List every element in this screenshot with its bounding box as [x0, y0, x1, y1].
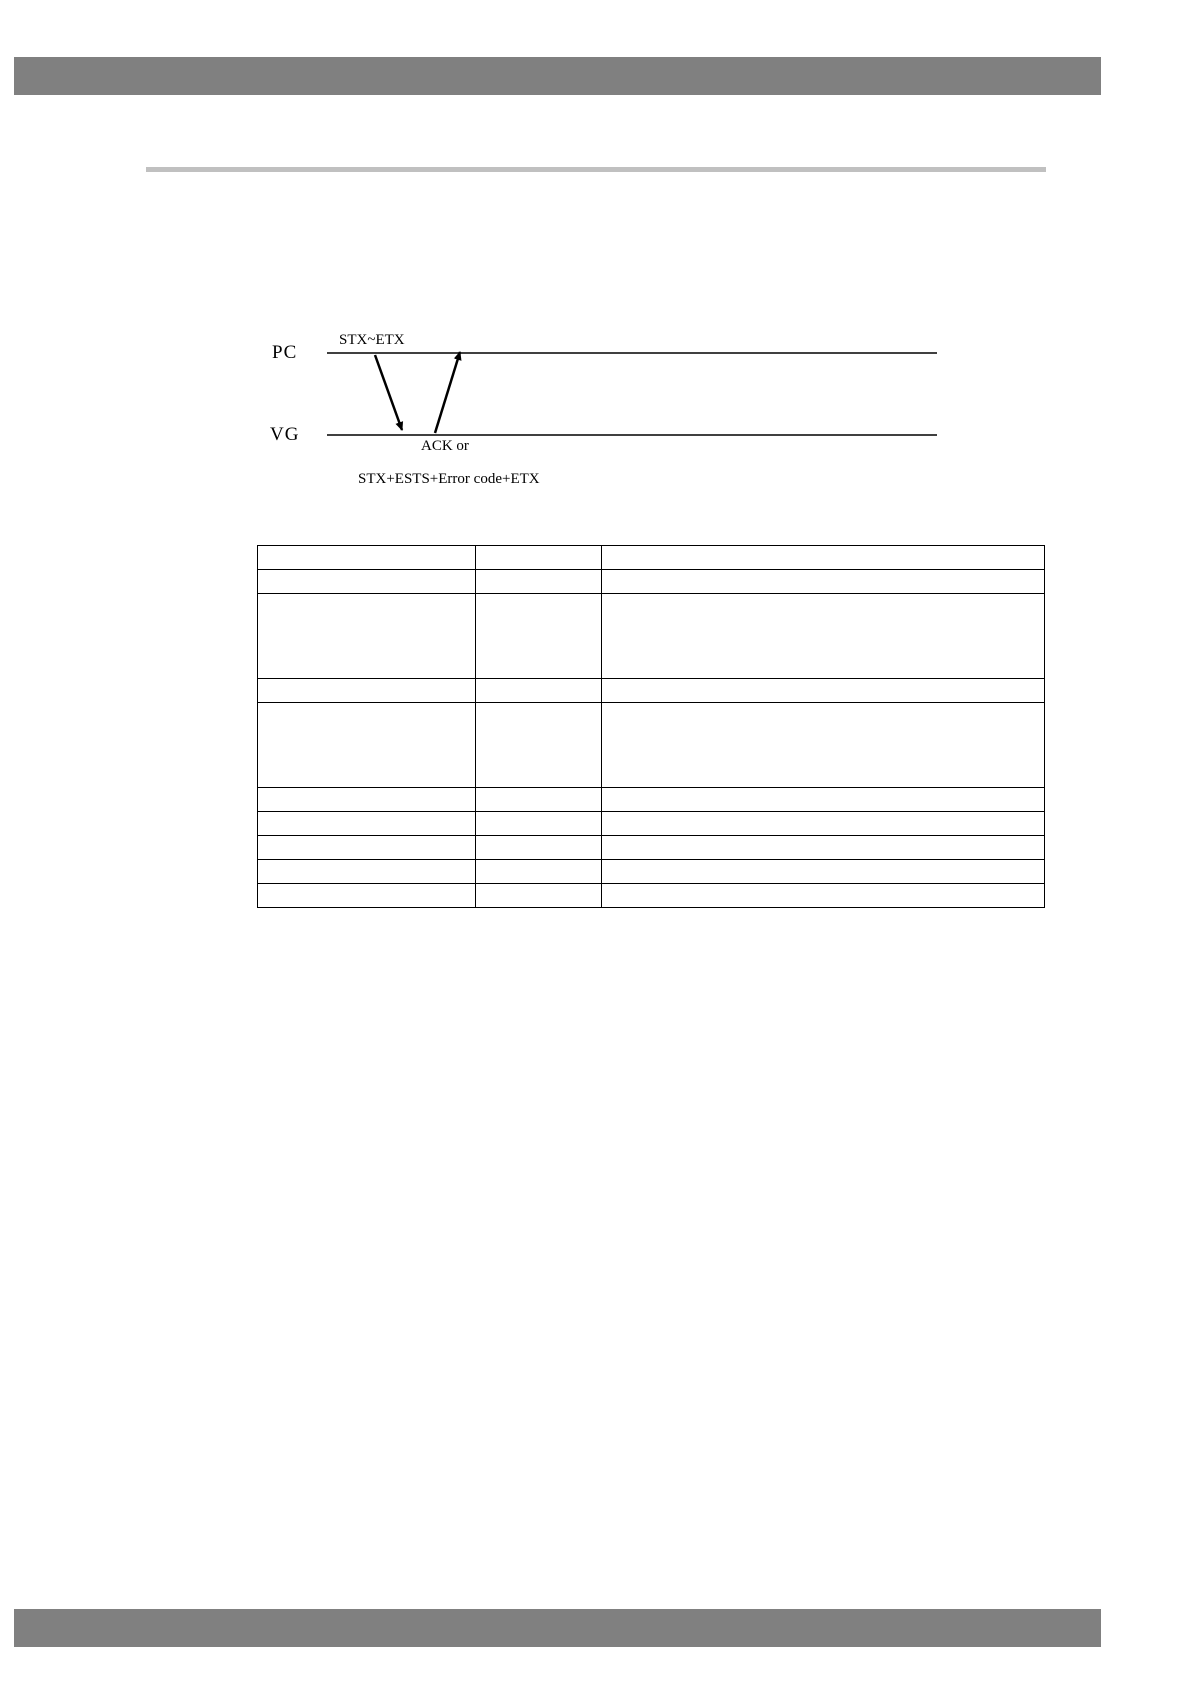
table-cell [602, 679, 1045, 703]
footer-bar [14, 1609, 1101, 1647]
table-cell [476, 836, 602, 860]
table-row [258, 570, 1045, 594]
table-cell [258, 836, 476, 860]
table-row [258, 884, 1045, 908]
table-cell [476, 884, 602, 908]
table-row [258, 703, 1045, 788]
table-cell [602, 812, 1045, 836]
response-arrow [435, 352, 460, 433]
command-label: STX~ETX [339, 332, 405, 348]
table-row [258, 836, 1045, 860]
table-cell [258, 570, 476, 594]
table-cell [476, 570, 602, 594]
table-cell [602, 594, 1045, 679]
table-row [258, 812, 1045, 836]
table-cell [476, 788, 602, 812]
table-cell [602, 860, 1045, 884]
table-cell [258, 703, 476, 788]
table-cell [476, 703, 602, 788]
table-cell [258, 812, 476, 836]
table-cell [476, 860, 602, 884]
table-cell [602, 788, 1045, 812]
table-cell [476, 812, 602, 836]
table-row [258, 860, 1045, 884]
table-cell [602, 546, 1045, 570]
table-cell [476, 679, 602, 703]
table-cell [258, 546, 476, 570]
table-cell [258, 594, 476, 679]
table-cell [602, 884, 1045, 908]
section-divider [146, 167, 1046, 172]
error-code-table [257, 545, 1045, 908]
pc-label: PC [272, 342, 298, 363]
table-row [258, 594, 1045, 679]
table-cell [602, 836, 1045, 860]
table-cell [258, 679, 476, 703]
table-row [258, 679, 1045, 703]
table-cell [602, 703, 1045, 788]
ack-label: ACK or [421, 438, 469, 454]
table-cell [476, 546, 602, 570]
table-cell [476, 594, 602, 679]
table-row [258, 788, 1045, 812]
table-cell [258, 788, 476, 812]
command-arrow [375, 355, 402, 430]
table-cell [258, 884, 476, 908]
table-cell [602, 570, 1045, 594]
response-label: STX+ESTS+Error code+ETX [358, 471, 540, 487]
table-row [258, 546, 1045, 570]
vg-label: VG [270, 424, 300, 445]
table-cell [258, 860, 476, 884]
header-bar [14, 57, 1101, 95]
